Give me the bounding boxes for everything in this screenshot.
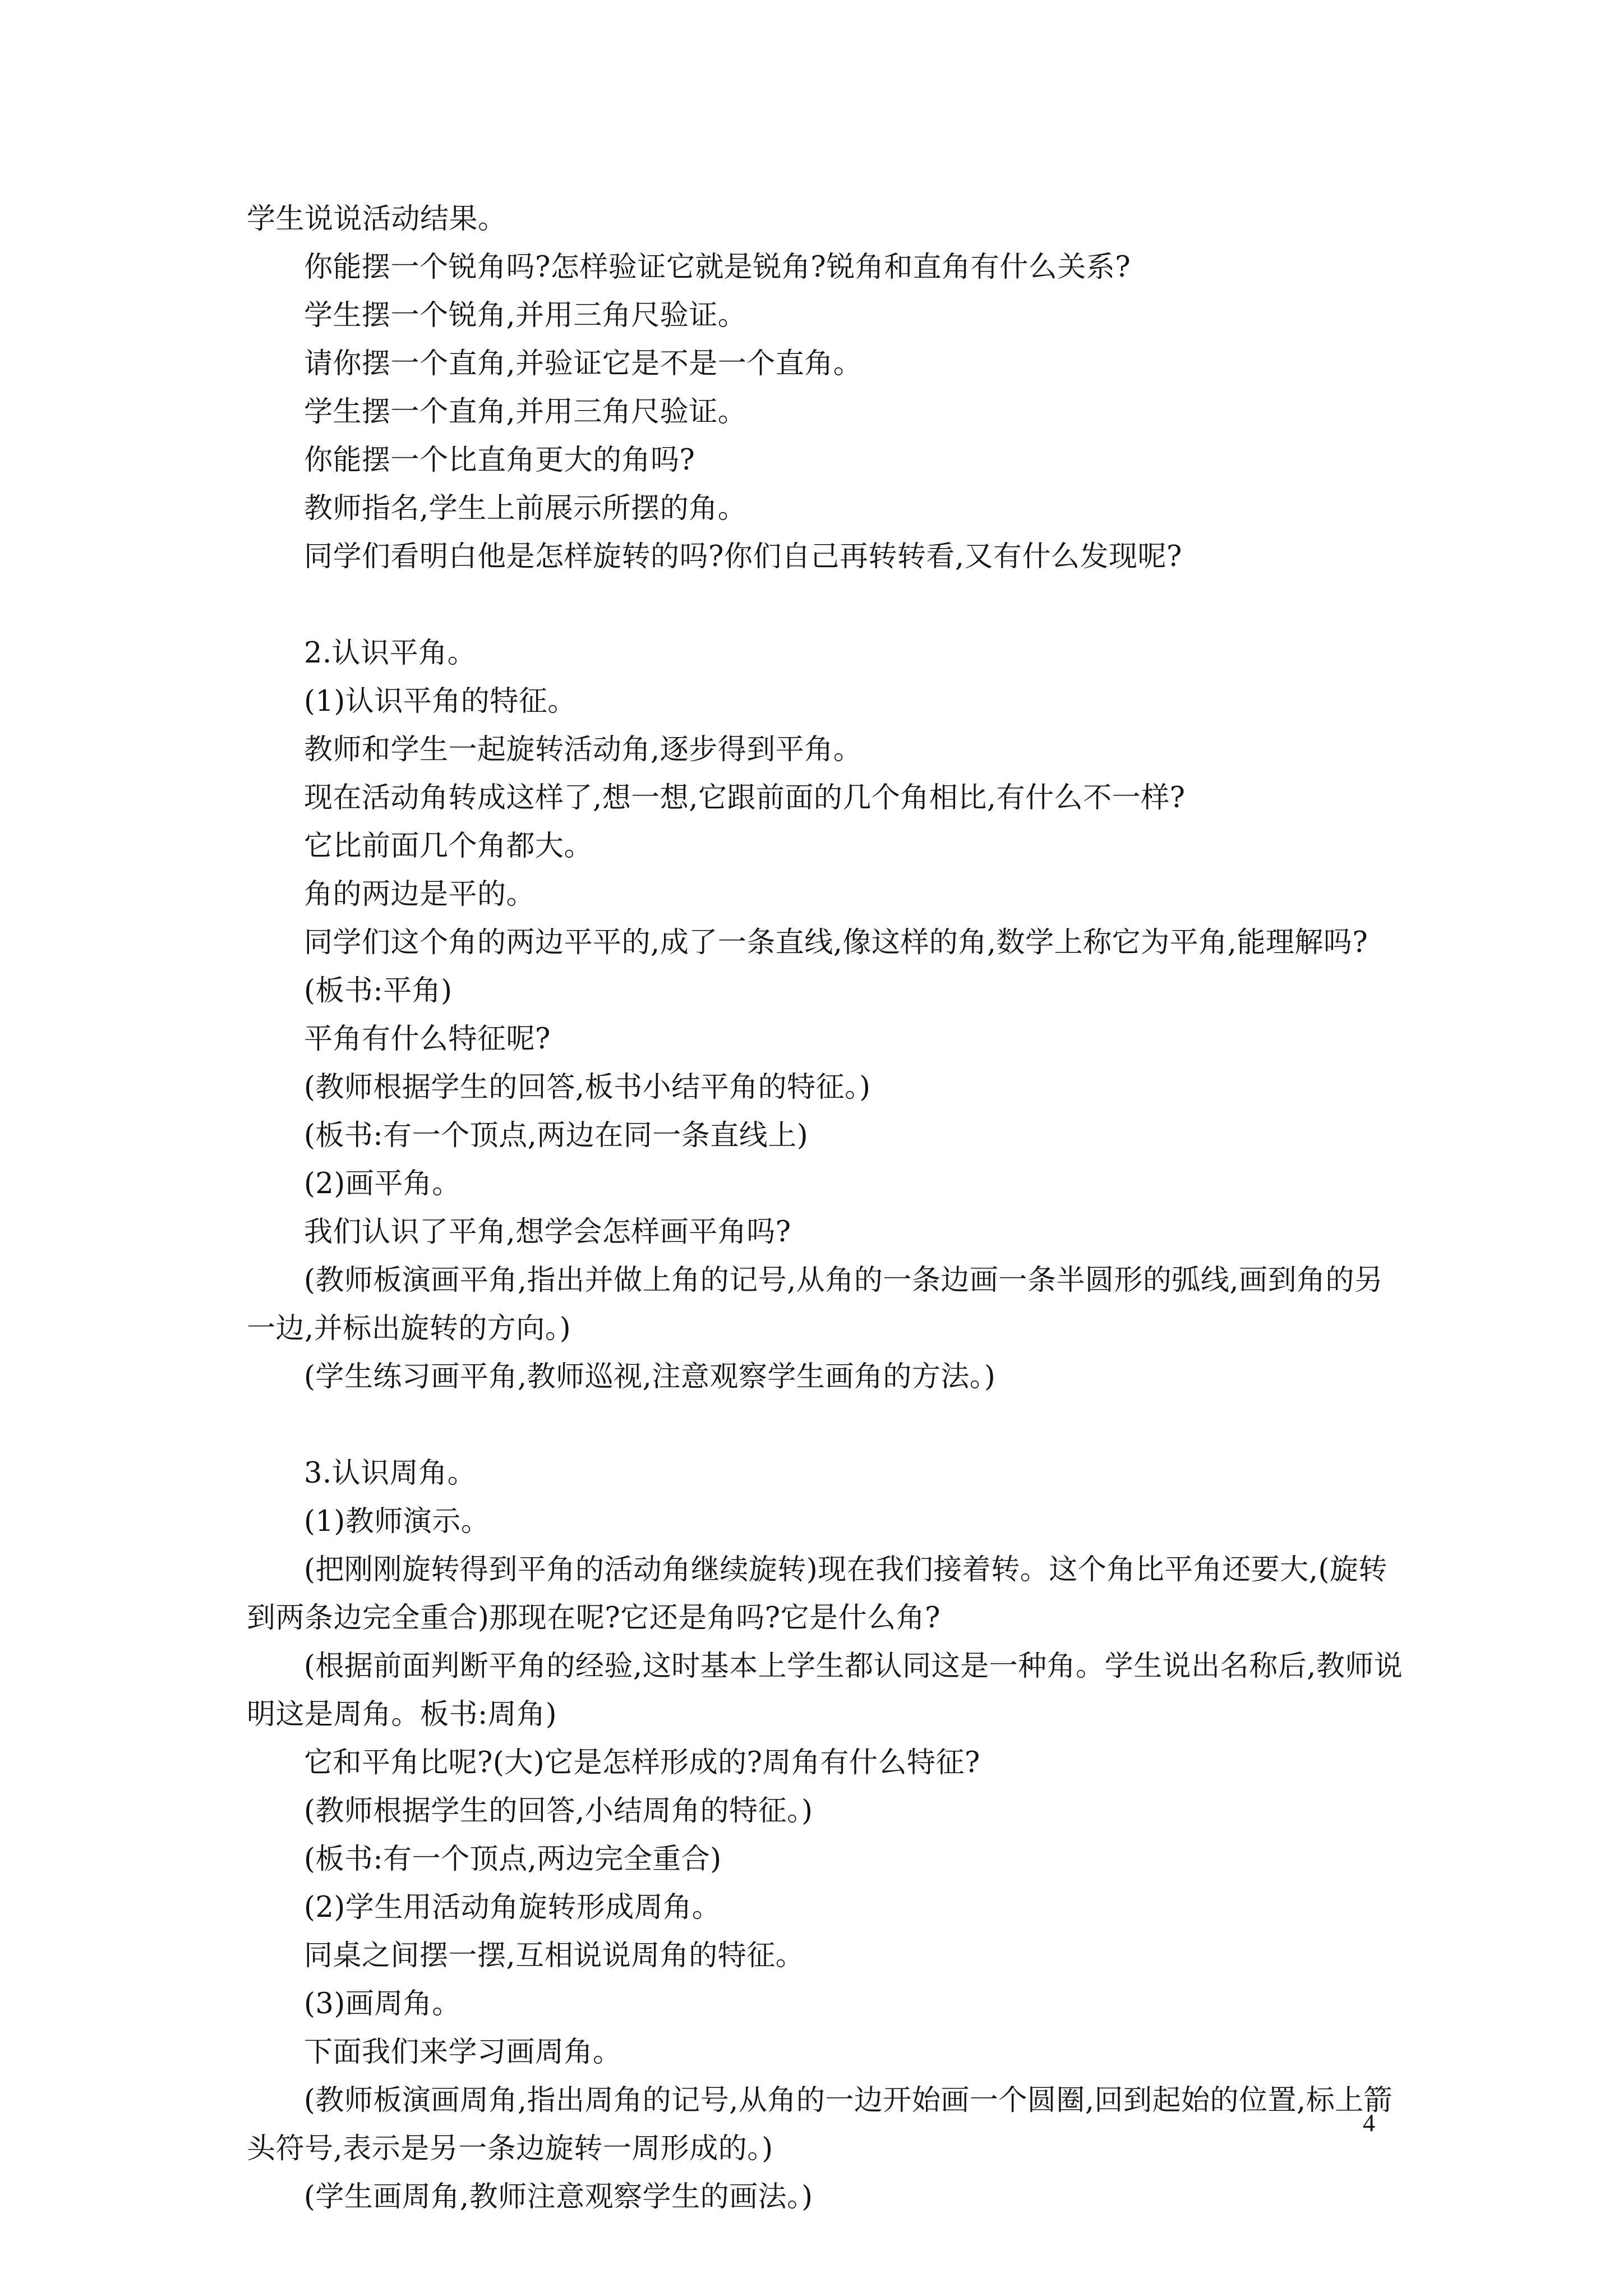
paragraph: (根据前面判断平角的经验,这时基本上学生都认同这是一种角。学生说出名称后,教师说明这是周角。板书:周角) (247, 1650, 1403, 1731)
paragraph: 现在活动角转成这样了,想一想,它跟前面的几个角相比,有什么不一样? (304, 781, 1186, 815)
paragraph: 平角有什么特征呢? (304, 1023, 551, 1056)
document-body (247, 195, 1408, 2221)
subheading: (3)画周角。 (304, 1987, 461, 2021)
paragraph-activity-results: 学生说说活动结果。 (247, 203, 507, 236)
paragraph: 同桌之间摆一摆,互相说说周角的特征。 (304, 1939, 805, 1972)
section-gap (247, 1401, 1408, 1450)
paragraph: 它和平角比呢?(大)它是怎样形成的?周角有什么特征? (304, 1746, 980, 1779)
paragraph: 你能摆一个锐角吗?怎样验证它就是锐角?锐角和直角有什么关系? (304, 251, 1131, 284)
paragraph: (教师根据学生的回答,板书小结平角的特征。) (304, 1071, 871, 1104)
paragraph: (教师根据学生的回答,小结周角的特征。) (304, 1795, 813, 1828)
section-heading-full-angle: 3.认识周角。 (304, 1457, 477, 1490)
paragraph: (板书:有一个顶点,两边完全重合) (304, 1843, 722, 1876)
paragraph: (把刚刚旋转得到平角的活动角继续旋转)现在我们接着转。这个角比平角还要大,(旋转到两条边完全重合)那现在呢?它还是角吗?它是什么角? (247, 1553, 1387, 1635)
paragraph: 学生摆一个锐角,并用三角尺验证。 (304, 299, 747, 332)
paragraph: (教师板演画周角,指出周角的记号,从角的一边开始画一个圆圈,回到起始的位置,标上箭头符号,表示是另一条边旋转一周形成的。) (247, 2084, 1393, 2165)
subheading: (2)画平角。 (304, 1167, 461, 1200)
subheading: (1)教师演示。 (304, 1505, 490, 1538)
paragraph: 下面我们来学习画周角。 (304, 2036, 622, 2069)
paragraph: (学生画周角,教师注意观察学生的画法。) (304, 2180, 813, 2214)
section-heading-straight-angle: 2.认识平角。 (304, 637, 477, 670)
subheading: (2)学生用活动角旋转形成周角。 (304, 1891, 721, 1924)
page-number: 4 (1363, 2109, 1375, 2137)
paragraph: 你能摆一个比直角更大的角吗? (304, 444, 695, 477)
paragraph: 学生摆一个直角,并用三角尺验证。 (304, 395, 747, 429)
paragraph: 请你摆一个直角,并验证它是不是一个直角。 (304, 347, 863, 380)
paragraph: (板书:有一个顶点,两边在同一条直线上) (304, 1119, 809, 1152)
subheading: (1)认识平角的特征。 (304, 685, 577, 718)
paragraph: 它比前面几个角都大。 (304, 830, 593, 863)
paragraph: 同学们这个角的两边平平的,成了一条直线,像这样的角,数学上称它为平角,能理解吗? (304, 926, 1368, 959)
paragraph: 我们认识了平角,想学会怎样画平角吗? (304, 1216, 791, 1249)
paragraph: (板书:平角) (304, 974, 453, 1007)
paragraph: 同学们看明白他是怎样旋转的吗?你们自己再转转看,又有什么发现呢? (304, 540, 1182, 573)
paragraph: 角的两边是平的。 (304, 878, 536, 911)
paragraph: (学生练习画平角,教师巡视,注意观察学生画角的方法。) (304, 1360, 996, 1393)
paragraph: 教师指名,学生上前展示所摆的角。 (304, 492, 747, 525)
section-gap (247, 581, 1408, 629)
paragraph: (教师板演画平角,指出并做上角的记号,从角的一条边画一条半圆形的弧线,画到角的另一边,并标出旋转的方向。) (247, 1264, 1384, 1345)
paragraph: 教师和学生一起旋转活动角,逐步得到平角。 (304, 733, 863, 766)
